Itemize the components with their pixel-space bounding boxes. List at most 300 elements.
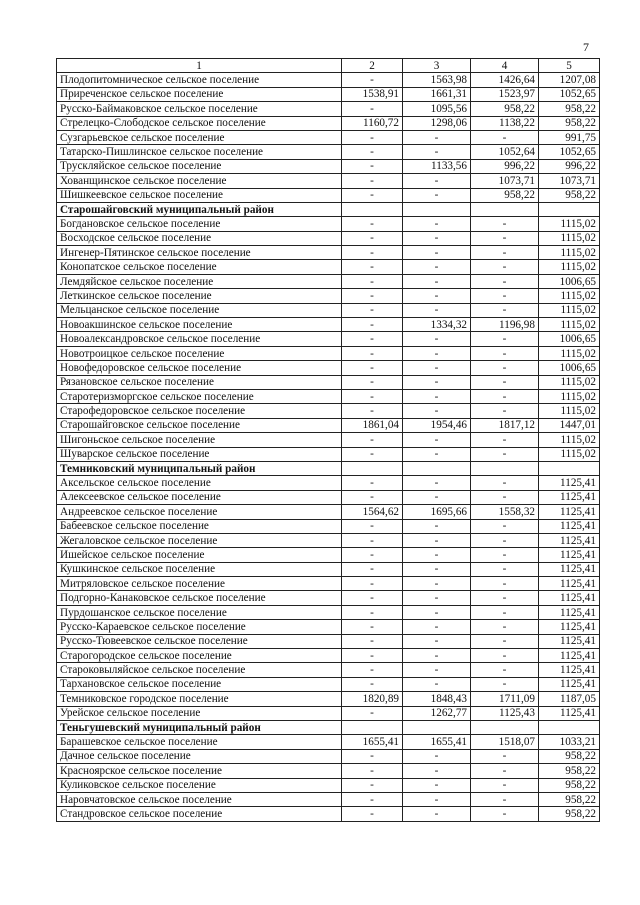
value-col-2: -	[342, 130, 403, 144]
value-col-3: -	[403, 188, 471, 202]
table-row	[57, 792, 600, 806]
settlement-name: Стандровское сельское поселение	[57, 807, 342, 821]
value-col-3: -	[403, 447, 471, 461]
settlement-name: Ингенер-Пятинское сельское поселение	[57, 246, 342, 260]
settlement-name: Новотроицкое сельское поселение	[57, 346, 342, 360]
settlement-name: Андреевское сельское поселение	[57, 505, 342, 519]
value-col-5: 1125,41	[539, 476, 600, 490]
value-col-4: -	[471, 778, 539, 792]
table-row	[57, 562, 600, 576]
value-col-5: 1125,41	[539, 706, 600, 720]
value-col-2: -	[342, 792, 403, 806]
table-row	[57, 764, 600, 778]
value-col-2: 1538,91	[342, 87, 403, 101]
value-col-4: -	[471, 490, 539, 504]
settlement-name: Жегаловское сельское поселение	[57, 533, 342, 547]
value-col-5: 958,22	[539, 764, 600, 778]
value-col-3: -	[403, 375, 471, 389]
settlement-name: Лемдяйское сельское поселение	[57, 274, 342, 288]
value-col-3: -	[403, 174, 471, 188]
table-row	[57, 116, 600, 130]
table-row	[57, 735, 600, 749]
table-row	[57, 375, 600, 389]
value-col-2: -	[342, 188, 403, 202]
value-col-2: -	[342, 145, 403, 159]
table-row	[57, 346, 600, 360]
value-col-4: 1558,32	[471, 505, 539, 519]
value-col-2: -	[342, 533, 403, 547]
table-row	[57, 102, 600, 116]
table-row	[57, 476, 600, 490]
value-col-3: -	[403, 246, 471, 260]
value-col-2: -	[342, 548, 403, 562]
value-col-4: -	[471, 404, 539, 418]
empty-cell	[471, 202, 539, 216]
value-col-4: -	[471, 663, 539, 677]
value-col-5: 958,22	[539, 807, 600, 821]
settlement-name: Старошайговское сельское поселение	[57, 418, 342, 432]
settlement-name: Трускляйское сельское поселение	[57, 159, 342, 173]
value-col-4: -	[471, 375, 539, 389]
table-row	[57, 174, 600, 188]
table-row	[57, 231, 600, 245]
column-header: 4	[471, 59, 539, 73]
empty-cell	[342, 202, 403, 216]
value-col-4: -	[471, 130, 539, 144]
settlement-name: Новофедоровское сельское поселение	[57, 361, 342, 375]
value-col-4: 1073,71	[471, 174, 539, 188]
settlement-name: Русско-Баймаковское сельское поселение	[57, 102, 342, 116]
value-col-4: -	[471, 562, 539, 576]
value-col-5: 1115,02	[539, 389, 600, 403]
value-col-5: 1125,41	[539, 562, 600, 576]
value-col-2: -	[342, 562, 403, 576]
table-row	[57, 577, 600, 591]
value-col-3: 1334,32	[403, 318, 471, 332]
value-col-3: -	[403, 389, 471, 403]
value-col-4: 996,22	[471, 159, 539, 173]
value-col-5: 1125,41	[539, 591, 600, 605]
value-col-2: -	[342, 246, 403, 260]
table-row	[57, 274, 600, 288]
value-col-3: -	[403, 634, 471, 648]
value-col-3: 1133,56	[403, 159, 471, 173]
value-col-2: -	[342, 389, 403, 403]
value-col-3: -	[403, 764, 471, 778]
table-row	[57, 332, 600, 346]
value-col-5: 1115,02	[539, 217, 600, 231]
settlement-name: Пурдошанское сельское поселение	[57, 605, 342, 619]
table-row	[57, 749, 600, 763]
value-col-4: 1518,07	[471, 735, 539, 749]
value-col-3: 1954,46	[403, 418, 471, 432]
value-col-5: 1115,02	[539, 433, 600, 447]
settlement-name: Татарско-Пишлинское сельское поселение	[57, 145, 342, 159]
value-col-3: -	[403, 433, 471, 447]
value-col-4: -	[471, 361, 539, 375]
table-row	[57, 620, 600, 634]
empty-cell	[539, 720, 600, 734]
value-col-3: -	[403, 404, 471, 418]
value-col-5: 1115,02	[539, 318, 600, 332]
value-col-2: -	[342, 332, 403, 346]
value-col-3: -	[403, 476, 471, 490]
settlement-name: Темниковское городское поселение	[57, 692, 342, 706]
value-col-3: -	[403, 620, 471, 634]
value-col-2: -	[342, 577, 403, 591]
value-col-4: -	[471, 389, 539, 403]
value-col-3: -	[403, 361, 471, 375]
value-col-5: 1125,41	[539, 533, 600, 547]
value-col-5: 1115,02	[539, 346, 600, 360]
value-col-5: 1125,41	[539, 577, 600, 591]
empty-cell	[403, 202, 471, 216]
value-col-4: -	[471, 764, 539, 778]
settlement-name: Старогородское сельское поселение	[57, 649, 342, 663]
table-row	[57, 87, 600, 101]
value-col-2: -	[342, 706, 403, 720]
value-col-5: 1125,41	[539, 490, 600, 504]
value-col-2: -	[342, 289, 403, 303]
table-row	[57, 533, 600, 547]
settlement-name: Куликовское сельское поселение	[57, 778, 342, 792]
value-col-4: -	[471, 533, 539, 547]
table-row	[57, 677, 600, 691]
value-col-2: -	[342, 677, 403, 691]
value-col-4: -	[471, 476, 539, 490]
table-row	[57, 260, 600, 274]
value-col-3: -	[403, 346, 471, 360]
settlement-name: Новоакшинское сельское поселение	[57, 318, 342, 332]
settlement-name: Мельцанское сельское поселение	[57, 303, 342, 317]
value-col-2: -	[342, 447, 403, 461]
page-number: 7	[583, 40, 589, 54]
settlement-name: Наровчатовское сельское поселение	[57, 792, 342, 806]
value-col-5: 1006,65	[539, 274, 600, 288]
value-col-3: -	[403, 231, 471, 245]
value-col-2: -	[342, 634, 403, 648]
value-col-4: 958,22	[471, 188, 539, 202]
value-col-3: 1298,06	[403, 116, 471, 130]
data-table	[56, 58, 600, 822]
table-row	[57, 663, 600, 677]
column-header: 5	[539, 59, 600, 73]
value-col-2: 1861,04	[342, 418, 403, 432]
value-col-5: 1125,41	[539, 677, 600, 691]
table-row	[57, 389, 600, 403]
value-col-4: -	[471, 807, 539, 821]
section-title: Старошайговский муниципальный район	[57, 202, 342, 216]
empty-cell	[342, 720, 403, 734]
value-col-2: -	[342, 102, 403, 116]
value-col-3: -	[403, 533, 471, 547]
section-title: Теньгушевский муниципальный район	[57, 720, 342, 734]
value-col-3: -	[403, 145, 471, 159]
value-col-4: -	[471, 231, 539, 245]
value-col-3: -	[403, 663, 471, 677]
settlement-name: Староковыляйское сельское поселение	[57, 663, 342, 677]
value-col-2: -	[342, 519, 403, 533]
settlement-name: Дачное сельское поселение	[57, 749, 342, 763]
value-col-5: 1006,65	[539, 332, 600, 346]
table-row	[57, 361, 600, 375]
settlement-name: Конопатское сельское поселение	[57, 260, 342, 274]
value-col-3: -	[403, 289, 471, 303]
value-col-3: -	[403, 332, 471, 346]
settlement-name: Старофедоровское сельское поселение	[57, 404, 342, 418]
value-col-3: 1655,41	[403, 735, 471, 749]
section-row	[57, 720, 600, 734]
value-col-2: 1564,62	[342, 505, 403, 519]
value-col-3: -	[403, 303, 471, 317]
value-col-4: -	[471, 260, 539, 274]
settlement-name: Бабеевское сельское поселение	[57, 519, 342, 533]
value-col-3: 1661,31	[403, 87, 471, 101]
value-col-5: 1115,02	[539, 375, 600, 389]
table-row	[57, 289, 600, 303]
table-row	[57, 447, 600, 461]
table-row	[57, 548, 600, 562]
value-col-3: 1848,43	[403, 692, 471, 706]
settlement-name: Аксельское сельское поселение	[57, 476, 342, 490]
value-col-5: 1125,41	[539, 634, 600, 648]
value-col-3: -	[403, 562, 471, 576]
table-row	[57, 649, 600, 663]
value-col-3: -	[403, 260, 471, 274]
empty-cell	[539, 461, 600, 475]
value-col-3: 1095,56	[403, 102, 471, 116]
value-col-5: 1115,02	[539, 246, 600, 260]
value-col-3: -	[403, 274, 471, 288]
table-row	[57, 217, 600, 231]
settlement-name: Леткинское сельское поселение	[57, 289, 342, 303]
value-col-5: 1207,08	[539, 73, 600, 87]
value-col-2: -	[342, 73, 403, 87]
value-col-5: 1125,41	[539, 649, 600, 663]
value-col-2: -	[342, 476, 403, 490]
value-col-2: 1160,72	[342, 116, 403, 130]
value-col-2: -	[342, 361, 403, 375]
settlement-name: Тархановское сельское поселение	[57, 677, 342, 691]
value-col-5: 958,22	[539, 188, 600, 202]
value-col-5: 1187,05	[539, 692, 600, 706]
value-col-3: -	[403, 577, 471, 591]
value-col-4: 1052,64	[471, 145, 539, 159]
value-col-4: 1817,12	[471, 418, 539, 432]
value-col-4: -	[471, 634, 539, 648]
value-col-2: -	[342, 591, 403, 605]
value-col-2: -	[342, 260, 403, 274]
column-header: 2	[342, 59, 403, 73]
table-row	[57, 519, 600, 533]
settlement-name: Русско-Тювеевское сельское поселение	[57, 634, 342, 648]
value-col-5: 996,22	[539, 159, 600, 173]
value-col-2: -	[342, 346, 403, 360]
settlement-name: Старотеризморгское сельское поселение	[57, 389, 342, 403]
value-col-4: -	[471, 519, 539, 533]
settlement-name: Русско-Караевское сельское поселение	[57, 620, 342, 634]
settlement-name: Восходское сельское поселение	[57, 231, 342, 245]
settlement-name: Урейское сельское поселение	[57, 706, 342, 720]
table-row	[57, 130, 600, 144]
value-col-4: 1711,09	[471, 692, 539, 706]
table-row	[57, 246, 600, 260]
value-col-3: -	[403, 792, 471, 806]
value-col-5: 1033,21	[539, 735, 600, 749]
value-col-2: -	[342, 807, 403, 821]
table-row	[57, 188, 600, 202]
value-col-2: -	[342, 318, 403, 332]
value-col-3: 1563,98	[403, 73, 471, 87]
value-col-4: -	[471, 591, 539, 605]
value-col-2: -	[342, 778, 403, 792]
value-col-4: -	[471, 749, 539, 763]
settlement-name: Сузгарьевское сельское поселение	[57, 130, 342, 144]
value-col-5: 1006,65	[539, 361, 600, 375]
empty-cell	[403, 720, 471, 734]
value-col-5: 1125,41	[539, 548, 600, 562]
value-col-2: -	[342, 663, 403, 677]
value-col-3: -	[403, 217, 471, 231]
value-col-5: 1052,65	[539, 145, 600, 159]
table-row	[57, 490, 600, 504]
value-col-4: -	[471, 303, 539, 317]
table-row	[57, 418, 600, 432]
empty-cell	[471, 720, 539, 734]
value-col-4: -	[471, 246, 539, 260]
value-col-5: 1125,41	[539, 605, 600, 619]
value-col-3: -	[403, 605, 471, 619]
column-header: 3	[403, 59, 471, 73]
value-col-5: 1447,01	[539, 418, 600, 432]
value-col-5: 1115,02	[539, 231, 600, 245]
value-col-4: 1523,97	[471, 87, 539, 101]
value-col-5: 958,22	[539, 778, 600, 792]
settlement-name: Шигоньское сельское поселение	[57, 433, 342, 447]
value-col-5: 1125,41	[539, 505, 600, 519]
value-col-4: -	[471, 577, 539, 591]
table-row	[57, 318, 600, 332]
settlement-name: Шуварское сельское поселение	[57, 447, 342, 461]
value-col-2: -	[342, 274, 403, 288]
settlement-name: Красноярское сельское поселение	[57, 764, 342, 778]
value-col-2: -	[342, 375, 403, 389]
section-row	[57, 202, 600, 216]
value-col-2: -	[342, 404, 403, 418]
settlement-name: Шишкеевское сельское поселение	[57, 188, 342, 202]
value-col-4: -	[471, 346, 539, 360]
value-col-5: 1115,02	[539, 447, 600, 461]
value-col-4: -	[471, 792, 539, 806]
value-col-5: 958,22	[539, 749, 600, 763]
settlement-name: Новоалександровское сельское поселение	[57, 332, 342, 346]
value-col-2: -	[342, 490, 403, 504]
value-col-4: 1426,64	[471, 73, 539, 87]
value-col-3: -	[403, 591, 471, 605]
value-col-4: -	[471, 433, 539, 447]
value-col-2: -	[342, 620, 403, 634]
value-col-5: 1115,02	[539, 303, 600, 317]
settlement-name: Ишейское сельское поселение	[57, 548, 342, 562]
value-col-3: 1262,77	[403, 706, 471, 720]
table-row	[57, 505, 600, 519]
table-header-row	[57, 59, 600, 73]
value-col-4: 1125,43	[471, 706, 539, 720]
settlement-name: Хованщинское сельское поселение	[57, 174, 342, 188]
value-col-2: -	[342, 764, 403, 778]
value-col-4: -	[471, 605, 539, 619]
value-col-4: 1138,22	[471, 116, 539, 130]
value-col-2: -	[342, 433, 403, 447]
value-col-5: 1125,41	[539, 663, 600, 677]
section-row	[57, 461, 600, 475]
value-col-5: 1115,02	[539, 260, 600, 274]
table-row	[57, 605, 600, 619]
settlement-name: Богдановское сельское поселение	[57, 217, 342, 231]
value-col-4: -	[471, 548, 539, 562]
value-col-5: 1125,41	[539, 519, 600, 533]
table-row	[57, 706, 600, 720]
value-col-5: 958,22	[539, 116, 600, 130]
value-col-2: -	[342, 174, 403, 188]
value-col-4: -	[471, 677, 539, 691]
value-col-4: -	[471, 217, 539, 231]
value-col-2: -	[342, 303, 403, 317]
value-col-5: 1115,02	[539, 404, 600, 418]
table-row	[57, 145, 600, 159]
value-col-2: -	[342, 217, 403, 231]
table-row	[57, 159, 600, 173]
value-col-3: -	[403, 130, 471, 144]
table-row	[57, 591, 600, 605]
settlement-name: Подгорно-Канаковское сельское поселение	[57, 591, 342, 605]
value-col-3: -	[403, 807, 471, 821]
column-header: 1	[57, 59, 342, 73]
value-col-2: -	[342, 749, 403, 763]
empty-cell	[403, 461, 471, 475]
value-col-3: -	[403, 778, 471, 792]
value-col-2: 1655,41	[342, 735, 403, 749]
table-row	[57, 692, 600, 706]
value-col-5: 1052,65	[539, 87, 600, 101]
value-col-2: -	[342, 231, 403, 245]
value-col-2: -	[342, 649, 403, 663]
value-col-4: -	[471, 649, 539, 663]
settlement-name: Алексеевское сельское поселение	[57, 490, 342, 504]
value-col-3: -	[403, 649, 471, 663]
table-row	[57, 807, 600, 821]
value-col-5: 1125,41	[539, 620, 600, 634]
table-body	[57, 73, 600, 821]
value-col-5: 958,22	[539, 792, 600, 806]
value-col-3: -	[403, 677, 471, 691]
value-col-2: -	[342, 159, 403, 173]
settlement-name: Рязановское сельское поселение	[57, 375, 342, 389]
value-col-5: 958,22	[539, 102, 600, 116]
value-col-5: 1073,71	[539, 174, 600, 188]
value-col-4: 958,22	[471, 102, 539, 116]
value-col-5: 1115,02	[539, 289, 600, 303]
table-row	[57, 303, 600, 317]
value-col-3: -	[403, 519, 471, 533]
value-col-2: -	[342, 605, 403, 619]
value-col-3: -	[403, 749, 471, 763]
value-col-4: -	[471, 332, 539, 346]
settlement-name: Стрелецко-Слободское сельское поселение	[57, 116, 342, 130]
value-col-3: -	[403, 548, 471, 562]
settlement-name: Кушкинское сельское поселение	[57, 562, 342, 576]
table-row	[57, 634, 600, 648]
